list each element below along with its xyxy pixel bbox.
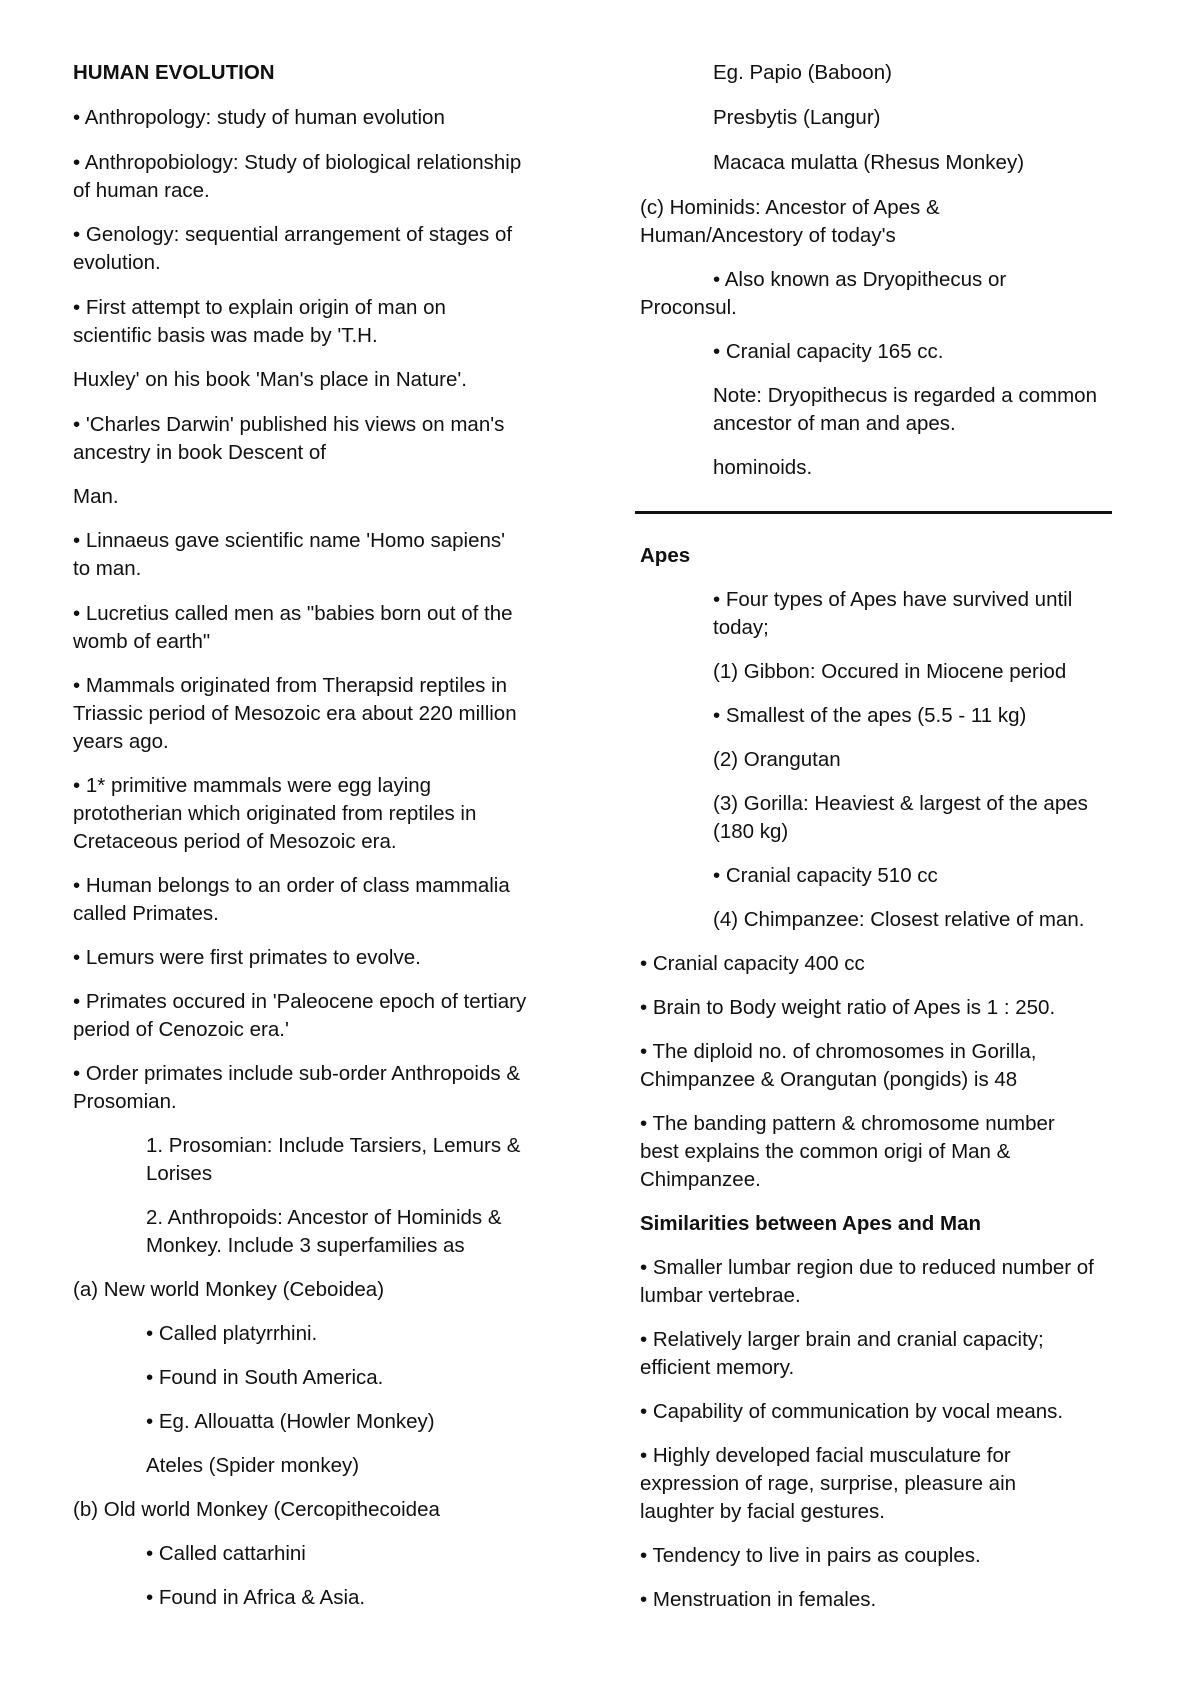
text-line: • Capability of communication by vocal means. (640, 1400, 1064, 1423)
text-line: (180 kg) (713, 820, 789, 843)
text-line: ancestor of man and apes. (713, 412, 956, 435)
text-line: to man. (73, 557, 142, 580)
text-line: • The diploid no. of chromosomes in Gorilla, (640, 1040, 1037, 1063)
text-line: • Smallest of the apes (5.5 - 11 kg) (713, 704, 1027, 727)
text-line: evolution. (73, 251, 161, 274)
text-line: • Cranial capacity 165 cc. (713, 340, 944, 363)
text-line: • Also known as Dryopithecus or (713, 268, 1007, 291)
text-line: • Highly developed facial musculature for (640, 1444, 1011, 1467)
text-line: (4) Chimpanzee: Closest relative of man. (713, 908, 1085, 931)
text-line: Cretaceous period of Mesozoic era. (73, 830, 397, 853)
text-line: Ateles (Spider monkey) (146, 1454, 360, 1477)
text-line: laughter by facial gestures. (640, 1500, 885, 1523)
text-line: • 'Charles Darwin' published his views on man's (73, 413, 505, 436)
text-line: • Linnaeus gave scientific name 'Homo sapiens' (73, 529, 506, 552)
text-line: Huxley' on his book 'Man's place in Nature'. (73, 368, 467, 391)
text-line: Proconsul. (640, 296, 737, 319)
text-line: Human/Ancestory of today's (640, 224, 896, 247)
text-line: Monkey. Include 3 superfamilies as (146, 1234, 465, 1257)
text-line: womb of earth" (73, 630, 211, 653)
text-line: Presbytis (Langur) (713, 106, 881, 129)
text-line: Eg. Papio (Baboon) (713, 61, 892, 84)
text-line: (b) Old world Monkey (Cercopithecoidea (73, 1498, 440, 1521)
text-line: Triassic period of Mesozoic era about 220 million (73, 702, 517, 725)
text-line: Man. (73, 485, 119, 508)
section-heading: HUMAN EVOLUTION (73, 61, 275, 84)
text-line: • Order primates include sub-order Anthropoids & (73, 1062, 521, 1085)
text-line: called Primates. (73, 902, 219, 925)
text-line: years ago. (73, 730, 169, 753)
text-line: • The banding pattern & chromosome number (640, 1112, 1055, 1135)
text-line: scientific basis was made by 'T.H. (73, 324, 378, 347)
text-line: • Eg. Allouatta (Howler Monkey) (146, 1410, 435, 1433)
text-line: (3) Gorilla: Heaviest & largest of the apes (713, 792, 1088, 815)
text-line: • Menstruation in females. (640, 1588, 877, 1611)
text-line: Note: Dryopithecus is regarded a common (713, 384, 1097, 407)
section-heading: Apes (640, 544, 691, 567)
text-line: • Mammals originated from Therapsid reptiles in (73, 674, 508, 697)
text-line: of human race. (73, 179, 210, 202)
text-line: • Called cattarhini (146, 1542, 306, 1565)
text-line: Lorises (146, 1162, 213, 1185)
text-line: (1) Gibbon: Occured in Miocene period (713, 660, 1067, 683)
text-line: 1. Prosomian: Include Tarsiers, Lemurs & (146, 1134, 521, 1157)
text-line: • Primates occured in 'Paleocene epoch of tertiary (73, 990, 527, 1013)
text-line: period of Cenozoic era.' (73, 1018, 289, 1041)
text-line: Chimpanzee & Orangutan (pongids) is 48 (640, 1068, 1018, 1091)
section-divider (635, 511, 1112, 514)
text-line: • Relatively larger brain and cranial capacity; (640, 1328, 1044, 1351)
text-line: Prosomian. (73, 1090, 177, 1113)
text-line: efficient memory. (640, 1356, 795, 1379)
text-line: lumbar vertebrae. (640, 1284, 801, 1307)
text-line: today; (713, 616, 769, 639)
text-line: • Cranial capacity 400 cc (640, 952, 865, 975)
text-line: • Found in South America. (146, 1366, 384, 1389)
text-line: Chimpanzee. (640, 1168, 761, 1191)
text-line: • Anthropobiology: Study of biological relationship (73, 151, 522, 174)
text-line: (a) New world Monkey (Ceboidea) (73, 1278, 385, 1301)
text-line: • Anthropology: study of human evolution (73, 106, 445, 129)
text-line: • First attempt to explain origin of man on (73, 296, 446, 319)
text-line: • 1* primitive mammals were egg laying (73, 774, 432, 797)
text-line: • Smaller lumbar region due to reduced number of (640, 1256, 1094, 1279)
text-line: • Tendency to live in pairs as couples. (640, 1544, 981, 1567)
text-line: • Human belongs to an order of class mammalia (73, 874, 510, 897)
text-line: Macaca mulatta (Rhesus Monkey) (713, 151, 1025, 174)
text-line: • Brain to Body weight ratio of Apes is 1 : 250. (640, 996, 1056, 1019)
text-line: (c) Hominids: Ancestor of Apes & (640, 196, 940, 219)
text-line: hominoids. (713, 456, 813, 479)
text-line: (2) Orangutan (713, 748, 841, 771)
text-line: ancestry in book Descent of (73, 441, 326, 464)
text-line: • Lucretius called men as "babies born out of the (73, 602, 513, 625)
text-line: best explains the common origi of Man & (640, 1140, 1011, 1163)
text-line: • Genology: sequential arrangement of stages of (73, 223, 513, 246)
text-line: prototherian which originated from reptiles in (73, 802, 477, 825)
text-line: • Lemurs were first primates to evolve. (73, 946, 421, 969)
text-line: 2. Anthropoids: Ancestor of Hominids & (146, 1206, 502, 1229)
text-line: expression of rage, surprise, pleasure ain (640, 1472, 1017, 1495)
text-line: • Four types of Apes have survived until (713, 588, 1073, 611)
text-line: • Found in Africa & Asia. (146, 1586, 366, 1609)
text-line: • Cranial capacity 510 cc (713, 864, 938, 887)
text-line: • Called platyrrhini. (146, 1322, 318, 1345)
section-heading: Similarities between Apes and Man (640, 1212, 982, 1235)
